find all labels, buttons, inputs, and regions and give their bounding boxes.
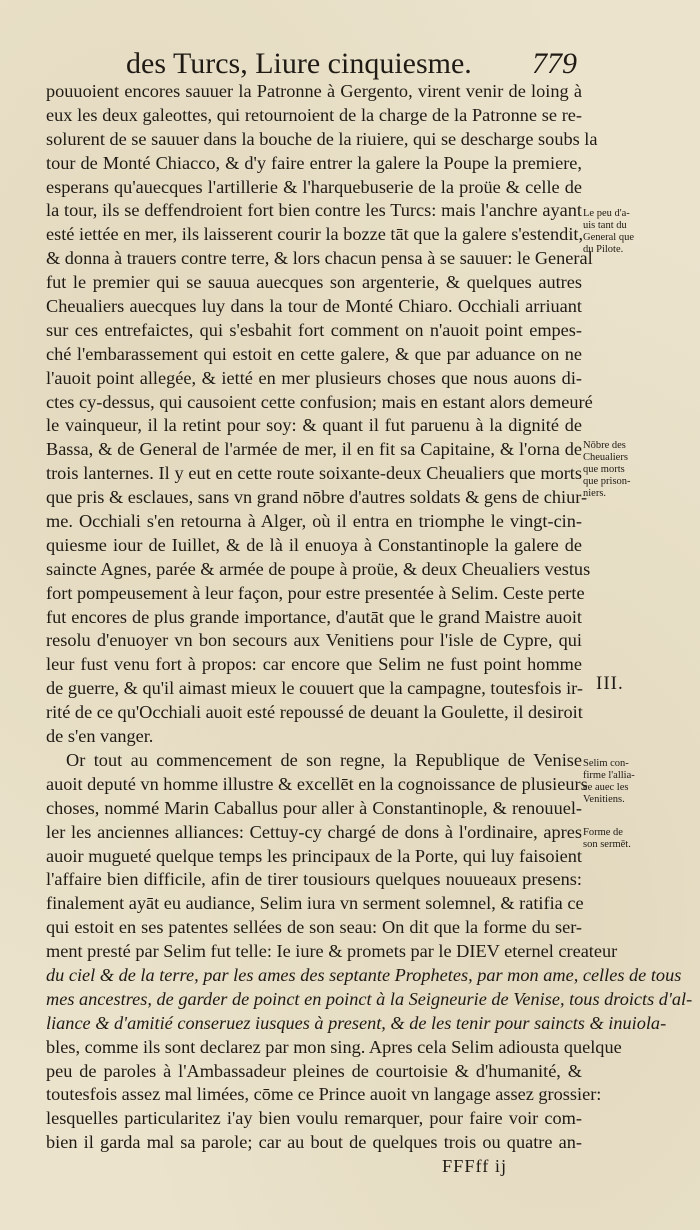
paragraph-end-line: de s'en vanger. [46, 726, 154, 747]
marginal-note [583, 758, 693, 806]
text-line: saincte Agnes, parée & armée de poupe à proüe, & deux Cheualiers vestus [46, 558, 591, 579]
marginal-note [583, 208, 693, 256]
marginal-note-line: Nōbre des [583, 440, 626, 451]
marginal-note-line: uis tant du [583, 220, 627, 231]
marginal-note-line: Venitiens. [583, 794, 625, 805]
text-line: ctes cy-dessus, qui causoient cette confusion; mais en estant alors demeuré [46, 391, 593, 412]
text-line: Bassa, & de General de l'armée de mer, il en fit sa Capitaine, & l'orna de [46, 439, 582, 460]
text-line: auoit deputé vn homme illustre & excellēt en la cognoissance de plusieurs [46, 773, 588, 794]
section-numeral: III. [596, 673, 624, 694]
text-line: bles, comme ils sont declarez par mon sing. Apres cela Selim adiousta quelque [46, 1036, 622, 1057]
marginal-note-line: firme l'allia- [583, 770, 635, 781]
marginal-note-line: que prison- [583, 476, 631, 487]
running-title: des Turcs, Liure cinquiesme. [126, 47, 472, 80]
text-line: choses, nommé Marin Caballus pour aller à Constantinople, & renouuel- [46, 797, 582, 818]
marginal-note-line: Selim con- [583, 758, 629, 769]
text-line: esté iettée en mer, ils laisserent courir la bozze tāt que la galere s'estendit, [46, 224, 584, 245]
text-line: l'auoit point allegée, & ietté en mer plusieurs choses que nous auons di- [46, 367, 582, 388]
text-line: solurent de se sauuer dans la bouche de la riuiere, qui se descharge soubs la [46, 128, 598, 149]
text-line: qui estoit en ses patentes sellées de son seau: On dit que la forme du ser- [46, 917, 582, 938]
marginal-note [583, 440, 693, 500]
marginal-note-line: Le peu d'a- [583, 208, 630, 219]
text-line: ler les anciennes alliances: Cettuy-cy chargé de dons à l'ordinaire, apres [46, 821, 582, 842]
text-line: esperans qu'auecques l'artillerie & l'harquebuserie de la proüe & celle de [46, 176, 582, 197]
marginal-note-line: Cheualiers [583, 452, 628, 463]
text-line: finalement ayāt eu audiance, Selim iura vn serment solemnel, & ratifia ce [46, 893, 584, 914]
text-line: le vainqueur, il la retint pour soy: & quant il fut paruenu à la dignité de [46, 415, 582, 436]
text-line: tour de Monté Chiacco, & d'y faire entrer la galere la Poupe la premiere, [46, 152, 582, 173]
oath-text-line: ment presté par Selim fut telle: Ie iure & promets par le DIEV eternel createur [46, 941, 618, 962]
paragraph-start-line: Or tout au commencement de son regne, la Republique de Venise [66, 749, 582, 770]
text-line: peu de paroles à l'Ambassadeur pleines de courtoisie & d'humanité, & [46, 1060, 582, 1081]
signature-mark: FFFff ij [442, 1156, 508, 1177]
marginal-note-line: que morts [583, 464, 625, 475]
marginal-note-line: niers. [583, 488, 607, 499]
text-line: & donna à trauers contre terre, & lors chacun pensa à se sauuer: le General [46, 248, 593, 269]
oath-text-line: liance & d'amitié conseruez iusques à present, & de les tenir pour saincts & inuiola- [46, 1012, 667, 1033]
marginal-note [583, 827, 693, 851]
marginal-note-line: General que [583, 232, 635, 243]
text-line: l'affaire bien difficile, afin de tirer tousiours quelques nouueaux presens: [46, 869, 582, 890]
text-line: Cheualiers auecques luy dans la tour de Monté Chiaro. Occhiali arriuant [46, 296, 582, 317]
marginal-note-line: ce auec les [583, 782, 629, 793]
page-number: 779 [532, 47, 577, 80]
text-line: me. Occhiali s'en retourna à Alger, où il entra en triomphe le vingt-cin- [46, 511, 582, 532]
text-line: ché l'embarassement qui estoit en cette galere, & que par aduance on ne [46, 343, 582, 364]
text-line: rité de ce qu'Occhiali auoit esté repoussé de deuant la Goulette, il desiroit [46, 702, 583, 723]
text-line: bien il garda mal sa parole; car au bout de quelques trois ou quatre an- [46, 1132, 582, 1153]
text-line: la tour, ils se deffendroient fort bien contre les Turcs: mais l'anchre ayant [46, 200, 582, 221]
text-line: fort pompeusement à leur façon, pour estre presentée à Selim. Ceste perte [46, 582, 585, 603]
text-line: auoir mugueté quelque temps les principaux de la Porte, qui luy faisoient [46, 845, 582, 866]
marginal-notes [583, 0, 695, 1230]
marginal-note-line: Forme de [583, 827, 623, 838]
text-line: trois lanternes. Il y eut en cette route soixante-deux Cheualiers que morts [46, 463, 582, 484]
text-line: eux les deux galeottes, qui retournoient de la charge de la Patronne se re- [46, 104, 582, 125]
text-line: toutesfois assez mal limées, cōme ce Prince auoit vn langage assez grossier: [46, 1084, 602, 1105]
marginal-note-line: son sermēt. [583, 839, 631, 850]
text-line: pouuoient encores sauuer la Patronne à Gergento, virent venir de loing à [46, 81, 582, 101]
text-line: lesquelles particularitez i'ay bien voulu remarquer, pour faire voir com- [46, 1108, 582, 1129]
marginal-note-line: du Pilote. [583, 244, 624, 255]
text-line: resolu d'enuoyer vn bon secours aux Venitiens pour l'isle de Cypre, qui [46, 630, 582, 651]
text-line: fut encores de plus grande importance, d'autāt que le grand Maistre auoit [46, 606, 582, 627]
text-line: de guerre, & qu'il aimast mieux le couuert que la campagne, toutesfois ir- [46, 678, 583, 699]
text-line: leur fust venu fort à propos: car encore que Selim ne fust point homme [46, 654, 582, 675]
text-line: sur ces entrefaictes, qui s'esbahit fort comment on n'auoit point empes- [46, 319, 582, 340]
text-line: quiesme iour de Iuillet, & de là il enuoya à Constantinople la galere de [46, 534, 582, 555]
oath-text-line: mes ancestres, de garder de poinct en poinct à la Seigneurie de Venise, tous droicts d'al- [46, 988, 693, 1009]
text-line: que pris & esclaues, sans vn grand nōbre d'autres soldats & gens de chiur- [46, 487, 588, 508]
text-line: fut le premier qui se sauua auecques son argenterie, & quelques autres [46, 272, 582, 293]
oath-text-line: du ciel & de la terre, par les ames des septante Prophetes, par mon ame, celles de tous [46, 964, 682, 985]
